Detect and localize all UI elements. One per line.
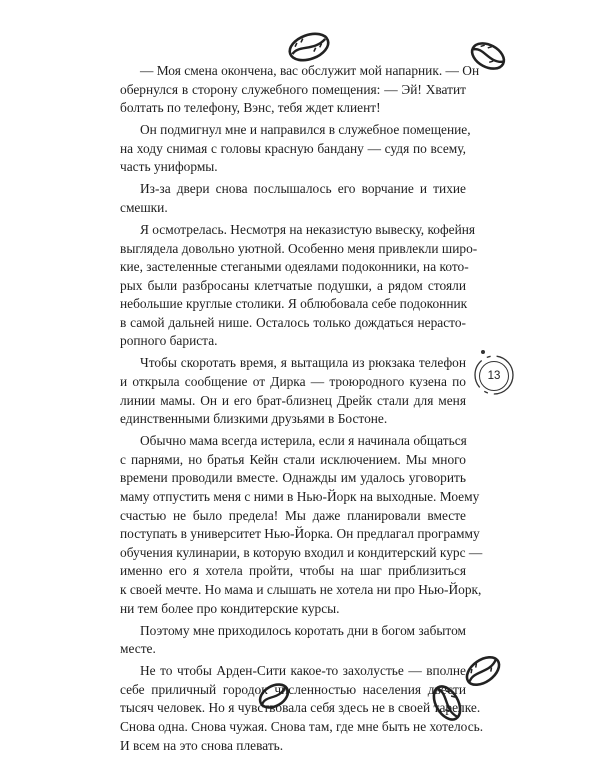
paragraph bbox=[120, 432, 483, 618]
paragraph bbox=[120, 221, 478, 351]
paragraph bbox=[120, 121, 471, 177]
text-line: обернулся в сторону служебного помещения: — Эй! Хватит bbox=[120, 81, 466, 97]
text-line: на ходу снимая с головы красную бандану — судя по всему, bbox=[120, 140, 466, 156]
paragraph bbox=[120, 622, 466, 659]
text-line: именно его я хотела пройти, чтобы на шаг приблизиться bbox=[120, 563, 466, 579]
coffee-bean-icon bbox=[286, 30, 332, 64]
text-line: тысяч человек. Но я чувствовала себя здесь не в своей тарелке. bbox=[120, 700, 481, 716]
paragraph bbox=[120, 662, 484, 755]
text-line: маму отпустить меня с ними в Нью-Йорк на выходные. Моему bbox=[120, 489, 480, 505]
text-line: кие, застеленные стегаными одеялами подоконники, на кото- bbox=[120, 259, 469, 275]
text-line: Поэтому мне приходилось коротать дни в богом забытом bbox=[140, 622, 466, 638]
text-line: и открыла сообщение от Дирка — троюродного кузена по bbox=[120, 374, 466, 390]
text-line: к своей мечте. Но мама и слышать не хотела ни про Нью-Йорк, bbox=[120, 581, 482, 597]
text-line: рых были разбросаны клетчатые подушки, а рядом стояли bbox=[120, 277, 466, 293]
body-text bbox=[120, 62, 484, 759]
text-line: с парнями, но братья Кейн стали исключением. Мы много bbox=[120, 451, 466, 467]
text-line: Чтобы скоротать время, я вытащила из рюкзака телефон bbox=[140, 355, 466, 371]
text-line: себе приличный городок численностью населения двести bbox=[120, 681, 466, 697]
text-line: обучения кулинарии, в которую входил и кондитерский курс — bbox=[120, 544, 483, 560]
text-line: Я осмотрелась. Несмотря на неказистую вывеску, кофейня bbox=[140, 221, 476, 237]
text-line: выглядела довольно уютной. Особенно меня привлекли широ- bbox=[120, 240, 478, 256]
text-line: месте. bbox=[120, 641, 156, 657]
text-line: болтать по телефону, Вэнс, тебя ждет клиент! bbox=[120, 100, 381, 116]
text-line: Он подмигнул мне и направился в служебное помещение, bbox=[140, 122, 471, 138]
paragraph bbox=[120, 62, 480, 118]
text-line: счастью не было предела! Мы даже планировали вместе bbox=[120, 507, 466, 523]
paragraph bbox=[120, 180, 466, 217]
page-number: 13 bbox=[479, 361, 509, 391]
page-number-marker bbox=[470, 350, 520, 400]
text-line: — Моя смена окончена, вас обслужит мой напарник. — Он bbox=[140, 63, 480, 78]
text-line: поступать в университет Нью-Йорка. Он предлагал программу bbox=[120, 526, 480, 542]
text-line: небольшие круглые столики. Я облюбовала себе подоконник bbox=[120, 296, 468, 312]
text-line: смешки. bbox=[120, 199, 168, 215]
text-line: линии мамы. Он и его брат-близнец Дрейк стали для меня bbox=[120, 392, 466, 408]
text-line: времени проводили вместе. Однажды им удалось уговорить bbox=[120, 470, 466, 486]
text-line: единственными близкими друзьями в Бостоне. bbox=[120, 411, 388, 427]
text-line: часть униформы. bbox=[120, 159, 218, 175]
text-line: ни тем более про кондитерские курсы. bbox=[120, 600, 340, 616]
text-line: Снова одна. Снова чужая. Снова там, где мне быть не хотелось. bbox=[120, 718, 484, 734]
coffee-bean-icon bbox=[462, 652, 504, 690]
page-marker-dot bbox=[481, 350, 485, 354]
text-line: И всем на это снова плевать. bbox=[120, 737, 284, 753]
text-line: Не то чтобы Арден-Сити какое-то захолустье — вполне bbox=[140, 663, 466, 679]
text-line: Обычно мама всегда истерила, если я начинала общаться bbox=[140, 433, 467, 449]
text-line: Из-за двери снова послышалось его ворчание и тихие bbox=[140, 181, 466, 197]
text-line: в самой дальней нише. Осталось только дождаться нерасто- bbox=[120, 314, 466, 330]
text-line: ропного бариста. bbox=[120, 333, 218, 349]
paragraph bbox=[120, 354, 466, 428]
